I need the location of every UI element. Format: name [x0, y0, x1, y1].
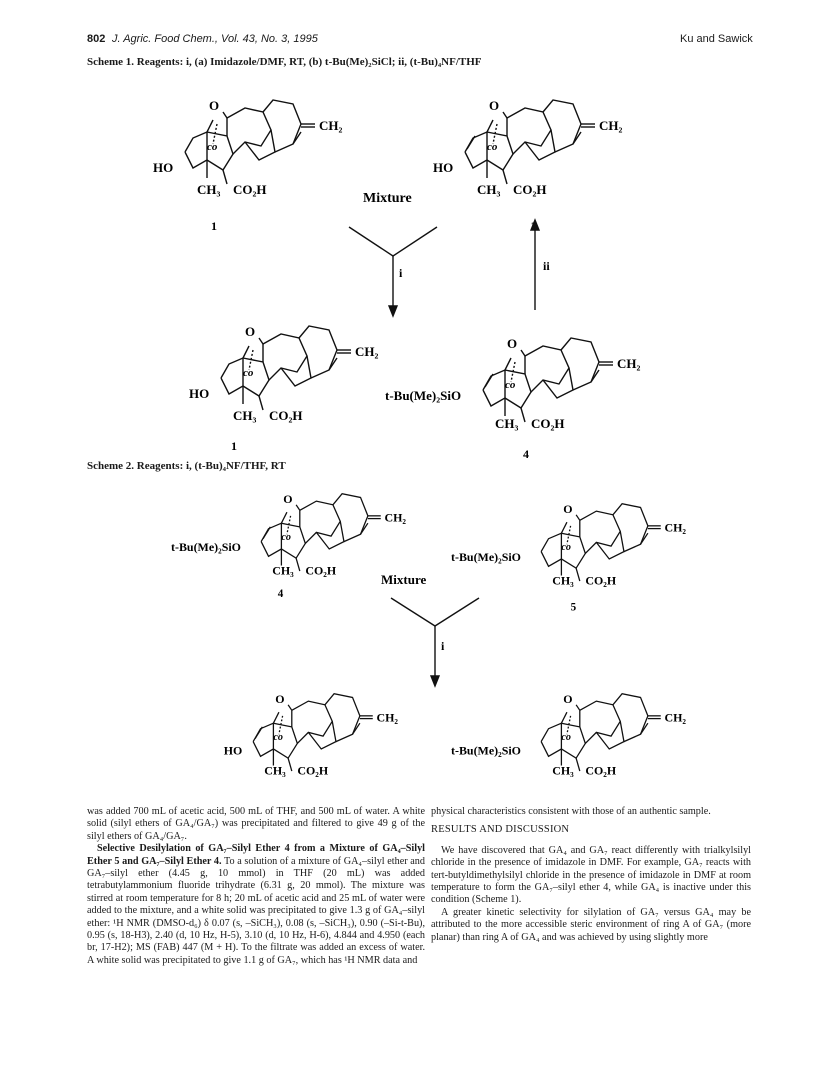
methylene-label: CH₂: [664, 520, 686, 535]
compound-number: 4: [523, 447, 529, 460]
carboxyl-label: CO₂H: [297, 763, 329, 778]
methylene-label: CH₂: [319, 118, 343, 133]
methylene-label: CH₂: [355, 344, 379, 359]
compound-number: 4: [277, 587, 284, 600]
methyl-label: CH₃: [477, 182, 501, 197]
structure-4-top: [171, 492, 406, 600]
mixture-label: Mixture: [363, 191, 412, 206]
right-para-3: A greater kinetic selectivity for silylation of GA₇ versus GA₄ may be attributed to the more accessible steric environment of ring A of GA₇ (more planar) than ring A of GA₄ and was achieved by using slightly more: [431, 906, 751, 943]
lactone-o-label: O: [489, 98, 500, 113]
substituent-label: t-Bu(Me)₂SiO: [451, 743, 521, 758]
lactone-co-label: co: [243, 367, 254, 379]
experimental-heading: Selective Desilylation of GA₇–Silyl Ether 4 from a Mixture of GA₄–Silyl Ether 5 and GA₇–Silyl Ether 4.: [87, 843, 425, 867]
lactone-o-label: O: [209, 98, 220, 113]
carboxyl-label: CO₂H: [585, 573, 617, 588]
running-authors: Ku and Sawick: [680, 33, 753, 45]
lactone-o-label: O: [245, 324, 256, 339]
compound-number: 1: [231, 439, 237, 453]
reagent-ii-label: ii: [543, 259, 550, 273]
lactone-co-label: co: [561, 541, 571, 553]
substituent-label: t-Bu(Me)₂SiO: [171, 539, 241, 554]
reagent-i-label: i: [399, 266, 403, 280]
scheme2-figure: [87, 474, 747, 794]
lactone-co-label: co: [207, 141, 218, 153]
reaction-arrow-ii: [531, 220, 539, 310]
carboxyl-label: CO₂H: [513, 182, 547, 197]
structure-1-top: [153, 98, 343, 233]
experimental-body: To a solution of a mixture of GA₄–silyl ether and GA₇–silyl ether (4.45 g, 10 mmol) in THF (20 mL) was added tetrabutylammonium fluoride trihydrate (6.31 g, 20 mmol). The mixture was stirred at room temperature for 8 h; 20 mL of acetic acid and 25 mL of water were added to the mixture, and a white solid was precipitated to give 1.3 g of GA₄–silyl ether: ¹H NMR (DMSO-d₆) δ 0.07 (s, –SiCH₃), 0.08 (s, –SiCH₃), 0.90 (–Si-t-Bu), 0.95 (s, 18-H3), 2.40 (d, 10 Hz, H-5), 3.10 (d, 10 Hz, H-6), 4.844 and 4.950 (each br, 17-H2); MS (FAB) 447 (M + H). To the filtrate was added an excess of water. A white solid was precipitated to give 1.1 g of GA₇, which has ¹H NMR data and: [87, 855, 425, 966]
methylene-label: CH₂: [384, 510, 406, 525]
structure-1-bottom: [189, 324, 379, 453]
methylene-label: CH₂: [376, 710, 398, 725]
lactone-o-label: O: [563, 501, 573, 516]
structure-4-bottom: [385, 336, 641, 460]
substituent-label: HO: [433, 160, 454, 175]
methyl-label: CH₃: [197, 182, 221, 197]
carboxyl-label: CO₂H: [531, 416, 565, 431]
carboxyl-label: CO₂H: [233, 182, 267, 197]
substituent-label: t-Bu(Me)₂SiO: [385, 388, 462, 403]
reagent-i-label: i: [441, 639, 445, 653]
methylene-label: CH₂: [599, 118, 623, 133]
mixture-label: Mixture: [381, 572, 427, 587]
methyl-label: CH₃: [552, 573, 574, 588]
carboxyl-label: CO₂H: [269, 408, 303, 423]
methyl-label: CH₃: [495, 416, 519, 431]
page-number: 802: [87, 33, 106, 45]
scheme2-caption: Scheme 2. Reagents: i, (t-Bu)₄NF/THF, RT: [87, 460, 286, 472]
methyl-label: CH₃: [233, 408, 257, 423]
lactone-o-label: O: [275, 691, 285, 706]
lactone-co-label: co: [273, 731, 283, 743]
compound-number: [571, 793, 577, 794]
compound-number: 1: [211, 219, 217, 233]
right-para-1: physical characteristics consistent with those of an authentic sample.: [431, 806, 711, 817]
structure-2-bottom: [224, 692, 399, 794]
structure-5-top: [451, 502, 686, 614]
structure-2-top: [433, 98, 623, 233]
lactone-co-label: co: [487, 141, 498, 153]
methylene-label: CH₂: [664, 710, 686, 725]
left-column: [87, 806, 425, 967]
structure-5-bottom: [451, 692, 686, 794]
methyl-label: CH₃: [264, 763, 286, 778]
lactone-co-label: co: [281, 531, 291, 543]
reaction-arrow-i: [349, 227, 437, 316]
methyl-label: CH₃: [272, 563, 294, 578]
lactone-co-label: co: [505, 379, 516, 391]
lactone-o-label: O: [507, 336, 518, 351]
left-para-1: was added 700 mL of acetic acid, 500 mL of THF, and 500 mL of water. A white solid (silyl ethers of GA₄/GA₇) was precipitated and filtered to give 49 g of the silyl ethers of GA₄/GA₇.: [87, 806, 425, 842]
methylene-label: CH₂: [617, 356, 641, 371]
carboxyl-label: CO₂H: [305, 563, 337, 578]
lactone-o-label: O: [283, 491, 293, 506]
substituent-label: HO: [223, 743, 243, 758]
journal-citation: J. Agric. Food Chem., Vol. 43, No. 3, 1995: [112, 33, 318, 45]
lactone-co-label: co: [561, 731, 571, 743]
scheme1-figure: [87, 70, 747, 460]
substituent-label: t-Bu(Me)₂SiO: [451, 549, 521, 564]
lactone-o-label: O: [563, 691, 573, 706]
scheme1-caption: Scheme 1. Reagents: i, (a) Imidazole/DMF, RT, (b) t-Bu(Me)₂SiCl; ii, (t-Bu)₄NF/THF: [87, 56, 482, 68]
compound-number: 5: [570, 601, 577, 614]
substituent-label: HO: [189, 386, 210, 401]
reaction-arrow-i: [391, 598, 479, 686]
right-column: [431, 806, 751, 944]
right-para-2: We have discovered that GA₄ and GA₇ react differently with trialkylsilyl chloride in the presence of imidazole in DMF. For example, GA₇ reacts with tert-butyldimethylsilyl chloride in the presence of imidazole in DMF at room temperature to form the GA₇–silyl ether 4, while GA₄ is inactive under this condition (Scheme 1).: [431, 844, 751, 906]
substituent-label: HO: [153, 160, 174, 175]
carboxyl-label: CO₂H: [585, 763, 617, 778]
section-heading: RESULTS AND DISCUSSION: [431, 824, 570, 836]
methyl-label: CH₃: [552, 763, 574, 778]
left-para-2: [87, 843, 425, 967]
